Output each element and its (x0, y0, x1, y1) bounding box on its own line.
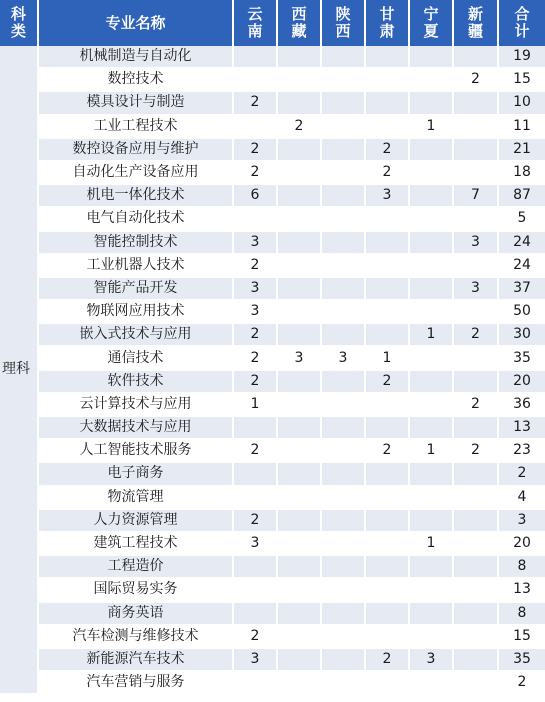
quota-cell-gansu (366, 463, 410, 486)
major-name-cell: 人力资源管理 (39, 510, 234, 533)
header-category (0, 0, 39, 46)
major-name-cell: 建筑工程技术 (39, 533, 234, 556)
quota-cell-shaanxi (322, 440, 366, 463)
quota-cell-gansu (366, 394, 410, 417)
quota-cell-shaanxi (322, 579, 366, 602)
quota-cell-yunnan (234, 463, 278, 486)
quota-cell-xinjiang (454, 649, 499, 672)
quota-cell-shaanxi (322, 255, 366, 278)
quota-cell-shaanxi (322, 510, 366, 533)
quota-cell-yunnan: 3 (234, 278, 278, 301)
quota-cell-yunnan: 2 (234, 510, 278, 533)
total-cell: 5 (499, 208, 545, 231)
quota-cell-xinjiang (454, 46, 499, 69)
quota-cell-xinjiang (454, 672, 499, 695)
quota-cell-yunnan: 3 (234, 232, 278, 255)
quota-cell-ningxia (410, 371, 454, 394)
quota-cell-ningxia (410, 347, 454, 370)
quota-cell-xizang (278, 440, 322, 463)
quota-cell-ningxia (410, 579, 454, 602)
table-body (0, 46, 545, 695)
quota-cell-gansu (366, 626, 410, 649)
quota-cell-shaanxi (322, 371, 366, 394)
header-major: 专业名称 (39, 0, 234, 46)
quota-cell-xinjiang (454, 347, 499, 370)
table-row (0, 162, 545, 185)
quota-cell-ningxia (410, 232, 454, 255)
quota-cell-ningxia (410, 510, 454, 533)
table-row (0, 69, 545, 92)
quota-cell-xizang (278, 603, 322, 626)
total-cell: 19 (499, 46, 545, 69)
quota-cell-xinjiang (454, 533, 499, 556)
total-cell: 13 (499, 417, 545, 440)
total-cell: 36 (499, 394, 545, 417)
quota-cell-gansu (366, 579, 410, 602)
major-name-cell: 智能产品开发 (39, 278, 234, 301)
quota-cell-shaanxi (322, 278, 366, 301)
quota-cell-yunnan (234, 46, 278, 69)
quota-cell-xizang (278, 92, 322, 115)
quota-cell-yunnan: 1 (234, 394, 278, 417)
quota-cell-ningxia (410, 394, 454, 417)
table-row (0, 417, 545, 440)
quota-cell-gansu: 2 (366, 139, 410, 162)
header-shaanxi-text: 陕西 (335, 5, 351, 40)
table-row (0, 510, 545, 533)
total-cell: 2 (499, 672, 545, 695)
quota-cell-gansu (366, 208, 410, 231)
table-row (0, 626, 545, 649)
quota-cell-shaanxi (322, 603, 366, 626)
total-cell: 20 (499, 371, 545, 394)
quota-cell-gansu: 1 (366, 347, 410, 370)
quota-cell-yunnan (234, 208, 278, 231)
category-cell: 理科 (0, 46, 39, 695)
quota-cell-xinjiang: 3 (454, 278, 499, 301)
quota-cell-shaanxi (322, 417, 366, 440)
major-name-cell: 新能源汽车技术 (39, 649, 234, 672)
quota-cell-shaanxi (322, 672, 366, 695)
quota-cell-yunnan: 2 (234, 371, 278, 394)
quota-cell-xinjiang (454, 116, 499, 139)
header-gansu-text: 甘肃 (379, 5, 395, 40)
quota-cell-xinjiang (454, 92, 499, 115)
total-cell: 13 (499, 579, 545, 602)
table-row (0, 556, 545, 579)
quota-cell-xizang (278, 232, 322, 255)
table-row (0, 139, 545, 162)
quota-cell-yunnan: 2 (234, 92, 278, 115)
table-row (0, 649, 545, 672)
quota-cell-gansu (366, 116, 410, 139)
table-row (0, 347, 545, 370)
quota-cell-xizang (278, 255, 322, 278)
quota-cell-xizang (278, 487, 322, 510)
quota-cell-xizang (278, 46, 322, 69)
quota-cell-xizang (278, 324, 322, 347)
major-name-cell: 电子商务 (39, 463, 234, 486)
quota-cell-xizang (278, 533, 322, 556)
total-cell: 8 (499, 603, 545, 626)
quota-cell-xizang (278, 69, 322, 92)
quota-cell-xinjiang (454, 463, 499, 486)
quota-cell-ningxia (410, 69, 454, 92)
quota-cell-shaanxi (322, 69, 366, 92)
quota-cell-ningxia: 1 (410, 324, 454, 347)
quota-cell-gansu (366, 533, 410, 556)
total-cell: 11 (499, 116, 545, 139)
major-name-cell: 自动化生产设备应用 (39, 162, 234, 185)
header-gansu (366, 0, 410, 46)
quota-cell-xinjiang (454, 603, 499, 626)
table-row (0, 232, 545, 255)
table-header-row (0, 0, 545, 46)
table-row (0, 208, 545, 231)
quota-cell-ningxia (410, 487, 454, 510)
table-row (0, 533, 545, 556)
total-cell: 3 (499, 510, 545, 533)
total-cell: 10 (499, 92, 545, 115)
major-name-cell: 大数据技术与应用 (39, 417, 234, 440)
total-cell: 18 (499, 162, 545, 185)
quota-cell-xinjiang: 2 (454, 440, 499, 463)
header-xizang-text: 西藏 (291, 5, 307, 40)
quota-cell-yunnan (234, 417, 278, 440)
quota-cell-xizang (278, 672, 322, 695)
quota-cell-yunnan (234, 487, 278, 510)
quota-cell-xinjiang (454, 255, 499, 278)
quota-cell-gansu (366, 69, 410, 92)
quota-cell-xinjiang (454, 139, 499, 162)
major-name-cell: 商务英语 (39, 603, 234, 626)
total-cell: 21 (499, 139, 545, 162)
quota-cell-gansu (366, 672, 410, 695)
quota-cell-xizang (278, 510, 322, 533)
header-ningxia (410, 0, 454, 46)
total-cell: 35 (499, 649, 545, 672)
total-cell: 2 (499, 463, 545, 486)
quota-cell-ningxia: 3 (410, 649, 454, 672)
major-name-cell: 汽车营销与服务 (39, 672, 234, 695)
quota-cell-shaanxi (322, 463, 366, 486)
table-row (0, 394, 545, 417)
quota-cell-ningxia (410, 301, 454, 324)
major-name-cell: 模具设计与制造 (39, 92, 234, 115)
quota-cell-xinjiang (454, 510, 499, 533)
table-row (0, 487, 545, 510)
quota-cell-gansu (366, 46, 410, 69)
quota-cell-xizang (278, 162, 322, 185)
table-row (0, 463, 545, 486)
quota-cell-shaanxi (322, 232, 366, 255)
quota-cell-yunnan: 2 (234, 324, 278, 347)
table-row (0, 603, 545, 626)
major-name-cell: 工程造价 (39, 556, 234, 579)
header-yunnan-text: 云南 (247, 5, 263, 40)
quota-cell-ningxia (410, 208, 454, 231)
major-name-cell: 物流管理 (39, 487, 234, 510)
major-name-cell: 软件技术 (39, 371, 234, 394)
table-row (0, 672, 545, 695)
quota-cell-xinjiang (454, 162, 499, 185)
quota-cell-ningxia (410, 556, 454, 579)
table-row (0, 278, 545, 301)
quota-cell-yunnan: 2 (234, 255, 278, 278)
quota-cell-yunnan (234, 69, 278, 92)
header-total (499, 0, 545, 46)
quota-cell-gansu (366, 556, 410, 579)
quota-cell-yunnan (234, 603, 278, 626)
quota-cell-ningxia (410, 417, 454, 440)
quota-cell-shaanxi: 3 (322, 347, 366, 370)
quota-cell-shaanxi (322, 394, 366, 417)
major-name-cell: 通信技术 (39, 347, 234, 370)
quota-cell-xizang (278, 185, 322, 208)
quota-cell-xinjiang: 3 (454, 232, 499, 255)
quota-cell-yunnan: 2 (234, 347, 278, 370)
major-name-cell: 工业工程技术 (39, 116, 234, 139)
quota-cell-shaanxi (322, 649, 366, 672)
quota-cell-xinjiang: 2 (454, 69, 499, 92)
quota-cell-gansu (366, 301, 410, 324)
quota-cell-xinjiang (454, 208, 499, 231)
quota-cell-gansu (366, 92, 410, 115)
quota-cell-xizang: 2 (278, 116, 322, 139)
quota-cell-shaanxi (322, 556, 366, 579)
quota-cell-ningxia (410, 255, 454, 278)
table-row (0, 579, 545, 602)
total-cell: 4 (499, 487, 545, 510)
quota-cell-ningxia (410, 603, 454, 626)
quota-cell-ningxia (410, 92, 454, 115)
quota-cell-ningxia: 1 (410, 116, 454, 139)
quota-cell-gansu: 2 (366, 440, 410, 463)
quota-cell-xinjiang (454, 556, 499, 579)
quota-cell-yunnan: 2 (234, 139, 278, 162)
quota-cell-gansu (366, 232, 410, 255)
table-row (0, 46, 545, 69)
total-cell: 23 (499, 440, 545, 463)
quota-cell-ningxia (410, 139, 454, 162)
total-cell: 20 (499, 533, 545, 556)
table-row (0, 116, 545, 139)
quota-cell-gansu (366, 278, 410, 301)
quota-cell-ningxia (410, 278, 454, 301)
quota-cell-yunnan: 3 (234, 301, 278, 324)
header-ningxia-text: 宁夏 (423, 5, 439, 40)
quota-cell-ningxia: 1 (410, 440, 454, 463)
quota-cell-gansu (366, 603, 410, 626)
quota-cell-xizang (278, 417, 322, 440)
quota-cell-gansu: 2 (366, 649, 410, 672)
total-cell: 24 (499, 232, 545, 255)
total-cell: 37 (499, 278, 545, 301)
quota-cell-shaanxi (322, 208, 366, 231)
quota-cell-shaanxi (322, 487, 366, 510)
quota-cell-yunnan (234, 579, 278, 602)
quota-cell-yunnan: 3 (234, 649, 278, 672)
quota-cell-shaanxi (322, 626, 366, 649)
quota-cell-shaanxi (322, 301, 366, 324)
quota-cell-yunnan: 2 (234, 440, 278, 463)
quota-cell-xizang (278, 463, 322, 486)
quota-cell-xinjiang: 2 (454, 394, 499, 417)
table-row (0, 185, 545, 208)
quota-cell-shaanxi (322, 46, 366, 69)
major-name-cell: 国际贸易实务 (39, 579, 234, 602)
quota-cell-shaanxi (322, 92, 366, 115)
total-cell: 24 (499, 255, 545, 278)
quota-cell-yunnan: 3 (234, 533, 278, 556)
quota-cell-gansu (366, 510, 410, 533)
quota-cell-xinjiang (454, 579, 499, 602)
quota-cell-gansu: 2 (366, 162, 410, 185)
quota-cell-yunnan (234, 116, 278, 139)
quota-cell-xinjiang (454, 371, 499, 394)
quota-cell-shaanxi (322, 324, 366, 347)
header-yunnan (234, 0, 278, 46)
major-name-cell: 智能控制技术 (39, 232, 234, 255)
quota-cell-yunnan: 6 (234, 185, 278, 208)
quota-cell-xizang: 3 (278, 347, 322, 370)
major-name-cell: 机电一体化技术 (39, 185, 234, 208)
major-name-cell: 数控设备应用与维护 (39, 139, 234, 162)
quota-cell-shaanxi (322, 116, 366, 139)
table-row (0, 324, 545, 347)
total-cell: 87 (499, 185, 545, 208)
quota-cell-xizang (278, 278, 322, 301)
quota-cell-xinjiang (454, 626, 499, 649)
quota-cell-gansu (366, 417, 410, 440)
quota-cell-xizang (278, 556, 322, 579)
quota-cell-xinjiang (454, 487, 499, 510)
total-cell: 50 (499, 301, 545, 324)
quota-cell-yunnan (234, 556, 278, 579)
header-category-text: 科类 (10, 5, 26, 40)
quota-cell-ningxia (410, 626, 454, 649)
header-xinjiang-text: 新疆 (467, 5, 483, 40)
quota-cell-xizang (278, 579, 322, 602)
quota-cell-xizang (278, 139, 322, 162)
quota-cell-gansu (366, 255, 410, 278)
quota-cell-gansu (366, 324, 410, 347)
quota-cell-xinjiang (454, 301, 499, 324)
major-name-cell: 机械制造与自动化 (39, 46, 234, 69)
total-cell: 8 (499, 556, 545, 579)
header-shaanxi (322, 0, 366, 46)
quota-cell-gansu: 2 (366, 371, 410, 394)
quota-cell-yunnan: 2 (234, 626, 278, 649)
table-row (0, 440, 545, 463)
header-xizang (278, 0, 322, 46)
quota-cell-ningxia (410, 185, 454, 208)
header-total-text: 合计 (514, 5, 530, 40)
quota-cell-ningxia: 1 (410, 533, 454, 556)
total-cell: 15 (499, 626, 545, 649)
major-name-cell: 电气自动化技术 (39, 208, 234, 231)
quota-cell-gansu: 3 (366, 185, 410, 208)
quota-cell-ningxia (410, 46, 454, 69)
quota-cell-ningxia (410, 463, 454, 486)
quota-cell-yunnan: 2 (234, 162, 278, 185)
quota-cell-shaanxi (322, 162, 366, 185)
table-row (0, 255, 545, 278)
quota-cell-ningxia (410, 672, 454, 695)
major-name-cell: 物联网应用技术 (39, 301, 234, 324)
major-name-cell: 工业机器人技术 (39, 255, 234, 278)
quota-cell-gansu (366, 487, 410, 510)
major-name-cell: 汽车检测与维修技术 (39, 626, 234, 649)
major-name-cell: 人工智能技术服务 (39, 440, 234, 463)
quota-cell-xinjiang (454, 417, 499, 440)
table-row (0, 301, 545, 324)
table-row (0, 92, 545, 115)
quota-cell-ningxia (410, 162, 454, 185)
quota-cell-shaanxi (322, 139, 366, 162)
quota-cell-xizang (278, 649, 322, 672)
quota-cell-xizang (278, 394, 322, 417)
total-cell: 30 (499, 324, 545, 347)
quota-cell-xizang (278, 371, 322, 394)
quota-cell-xinjiang: 2 (454, 324, 499, 347)
quota-cell-shaanxi (322, 185, 366, 208)
major-name-cell: 嵌入式技术与应用 (39, 324, 234, 347)
quota-cell-xizang (278, 208, 322, 231)
table-row (0, 371, 545, 394)
header-xinjiang (454, 0, 499, 46)
quota-cell-xizang (278, 301, 322, 324)
quota-cell-xinjiang: 7 (454, 185, 499, 208)
total-cell: 15 (499, 69, 545, 92)
quota-cell-yunnan (234, 672, 278, 695)
quota-cell-shaanxi (322, 533, 366, 556)
major-name-cell: 云计算技术与应用 (39, 394, 234, 417)
major-name-cell: 数控技术 (39, 69, 234, 92)
total-cell: 35 (499, 347, 545, 370)
quota-cell-xizang (278, 626, 322, 649)
